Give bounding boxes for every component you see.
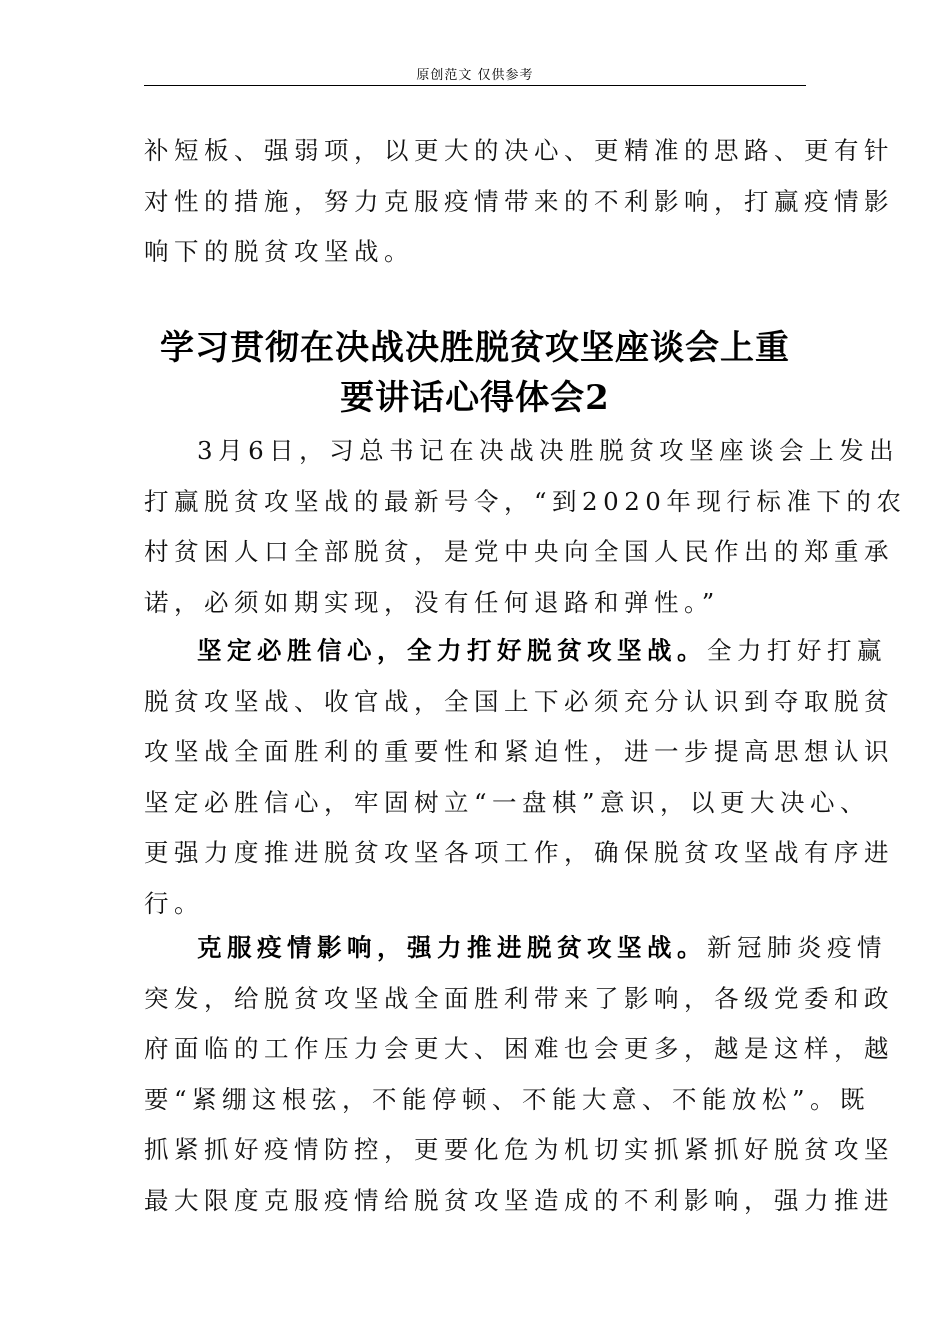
text-line: 要“紧绷这根弦，不能停顿、不能大意、不能放松”。既 bbox=[144, 1084, 871, 1114]
text-run: 全力打好打赢 bbox=[707, 636, 887, 665]
text-line: 行。 bbox=[144, 888, 204, 918]
text-line: 抓紧抓好疫情防控，更要化危为机切实抓紧抓好脱贫攻坚 bbox=[144, 1135, 894, 1164]
text-line: 府面临的工作压力会更大、困难也会更多，越是这样，越 bbox=[144, 1034, 894, 1063]
text-line bbox=[144, 923, 887, 974]
text-line: 响下的脱贫攻坚战。 bbox=[144, 237, 414, 266]
paragraph-heading: 克服疫情影响，强力推进脱贫攻坚战。 bbox=[197, 933, 707, 962]
text-line: 打赢脱贫攻坚战的最新号令，“到2020年现行标准下的农 bbox=[144, 486, 907, 516]
text-line: 脱贫攻坚战、收官战，全国上下必须充分认识到夺取脱贫 bbox=[144, 686, 894, 716]
text-line: 最大限度克服疫情给脱贫攻坚造成的不利影响，强力推进 bbox=[144, 1185, 894, 1215]
text-line: 更强力度推进脱贫攻坚各项工作，确保脱贫攻坚战有序进 bbox=[144, 838, 894, 867]
paragraph-heading: 坚定必胜信心，全力打好脱贫攻坚战。 bbox=[197, 636, 707, 665]
title-line: 要讲话心得体会2 bbox=[340, 378, 610, 418]
text-run: 新冠肺炎疫情 bbox=[707, 933, 887, 962]
text-line: 坚定必胜信心，牢固树立“一盘棋”意识，以更大决心、 bbox=[144, 787, 871, 817]
paragraph-3 bbox=[144, 923, 894, 1226]
paragraph-1 bbox=[144, 426, 907, 628]
text-line: 攻坚战全面胜利的重要性和紧迫性，进一步提高思想认识 bbox=[144, 737, 894, 766]
text-line: 突发，给脱贫攻坚战全面胜利带来了影响，各级党委和政 bbox=[144, 983, 894, 1013]
header-divider bbox=[144, 85, 806, 86]
text-line: 补短板、强弱项，以更大的决心、更精准的思路、更有针 bbox=[144, 136, 894, 165]
article-title bbox=[144, 323, 806, 423]
intro-paragraph bbox=[144, 126, 894, 278]
title-line: 学习贯彻在决战决胜脱贫攻坚座谈会上重 bbox=[160, 328, 790, 368]
paragraph-2 bbox=[144, 626, 894, 929]
text-line: 村贫困人口全部脱贫，是党中央向全国人民作出的郑重承 bbox=[144, 537, 894, 566]
text-line: 对性的措施，努力克服疫情带来的不利影响，打赢疫情影 bbox=[144, 186, 894, 216]
text-line bbox=[144, 626, 887, 677]
text-line: 3月6日，习总书记在决战决胜脱贫攻坚座谈会上发出 bbox=[197, 436, 900, 465]
page-header: 原创范文 仅供参考 bbox=[416, 68, 534, 83]
text-line: 诺，必须如期实现，没有任何退路和弹性。” bbox=[144, 587, 720, 617]
